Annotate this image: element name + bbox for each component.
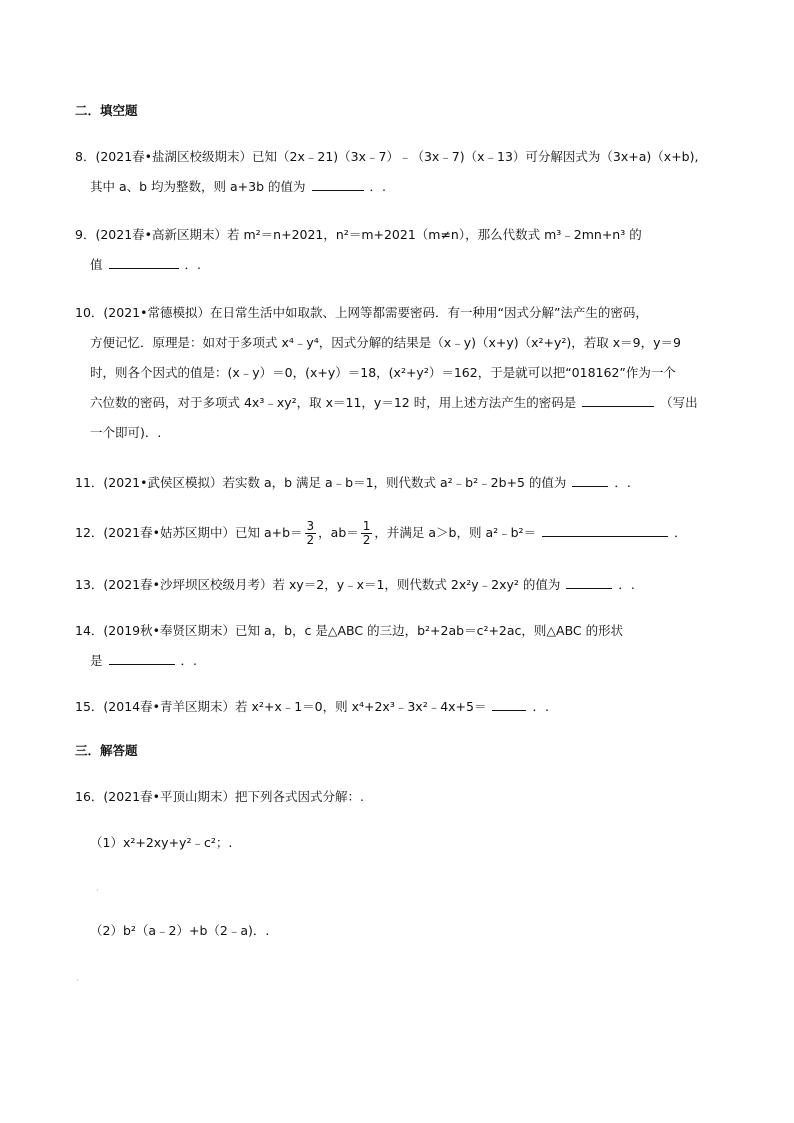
question-13-text: 13．(2021春•沙坪坝区校级月考）若 xy＝2，y﹣x＝1，则代数式 2x²y﹣2xy² 的值为 — [75, 577, 561, 592]
question-15-text: 15．(2014春•青羊区期末）若 x²+x﹣1＝0，则 x⁴+2x³﹣3x²﹣4x+5＝ — [75, 699, 487, 714]
section-title-answer: 三．解答题 — [75, 743, 138, 758]
fraction-three-halves: $\frac{3}{2}$ — [306, 519, 315, 547]
question-10-tail: （写出 — [660, 395, 698, 410]
question-10-line-2: 方便记忆．原理是：如对于多项式 x⁴﹣y⁴，因式分解的结果是（x﹣y)（x+y)（x²+y²)，若取 x＝9，y＝9 — [90, 335, 681, 350]
question-10-line-5: 一个即可)．. — [90, 425, 162, 440]
question-10-line-3: 时，则各个因式的值是：(x﹣y）＝0，(x+y）＝18，(x²+y²）＝162，于是就可以把“018162”作为一个 — [90, 365, 676, 380]
question-10-line-1: 10．(2021•常德模拟）在日常生活中如取款、上网等都需要密码．有一种用“因式分解”法产生的密码， — [75, 305, 648, 320]
question-14-text: 是 — [90, 653, 103, 668]
question-8-text: 其中 a、b 均为整数，则 a+3b 的值为 — [90, 179, 306, 194]
question-11-text: 11．(2021•武侯区模拟）若实数 a，b 满足 a﹣b＝1，则代数式 a²﹣b²﹣2b+5 的值为 — [75, 475, 567, 490]
stray-mark: · — [76, 976, 79, 985]
question-14-end: ．. — [180, 653, 197, 668]
answer-blank-12[interactable] — [542, 524, 668, 537]
question-11-line-1 — [75, 474, 631, 492]
question-9-end: ．. — [184, 257, 201, 272]
stray-mark: · — [96, 886, 99, 895]
question-13-line-1 — [75, 576, 635, 594]
question-16-line-1: 16．(2021春•平顶山期末）把下列各式因式分解：. — [75, 789, 364, 804]
question-12-mid: ，ab＝ — [318, 525, 359, 540]
answer-blank-14[interactable] — [109, 652, 175, 665]
answer-blank-10[interactable] — [582, 394, 654, 407]
question-13-end: ．. — [618, 577, 635, 592]
question-14-line-2 — [90, 652, 197, 670]
question-15-end: ．. — [532, 699, 549, 714]
question-9-line-1: 9．(2021春•高新区期末）若 m²＝n+2021，n²＝m+2021（m≠n），那么代数式 m³﹣2mn+n³ 的 — [75, 227, 642, 242]
answer-blank-13[interactable] — [566, 576, 612, 589]
question-12-post: ，并满足 a＞b，则 a²﹣b²＝ — [374, 525, 537, 540]
question-12-pre: 12．(2021春•姑苏区期中）已知 a+b＝ — [75, 525, 303, 540]
question-16-part-1: （1）x²+2xy+y²﹣c²；. — [90, 835, 233, 850]
question-14-line-1: 14．(2019秋•奉贤区期末）已知 a，b，c 是△ABC 的三边，b²+2ab＝c²+2ac，则△ABC 的形状 — [75, 623, 624, 638]
question-12-end: ． — [674, 525, 687, 540]
question-15-line-1 — [75, 698, 549, 716]
question-8-line-2 — [90, 178, 386, 196]
answer-blank-11[interactable] — [572, 474, 608, 487]
question-9-text: 值 — [90, 257, 103, 272]
answer-blank-8[interactable] — [312, 178, 364, 191]
question-9-line-2 — [90, 256, 201, 274]
question-10-line-4 — [90, 394, 698, 412]
question-8-line-1: 8．(2021春•盐湖区校级期末）已知（2x﹣21)（3x﹣7）﹣（3x﹣7)（x﹣13）可分解因式为（3x+a)（x+b), — [75, 149, 699, 164]
answer-blank-9[interactable] — [109, 256, 179, 269]
question-12-line-1 — [75, 518, 687, 548]
section-title-fill-in: 二．填空题 — [75, 103, 138, 118]
question-11-end: ．. — [614, 475, 631, 490]
fraction-one-half: $\frac{1}{2}$ — [362, 519, 371, 547]
question-16-part-2: （2）b²（a﹣2）+b（2﹣a)．. — [90, 923, 270, 938]
question-8-end: ．. — [369, 179, 386, 194]
answer-blank-15[interactable] — [492, 698, 526, 711]
question-10-text: 六位数的密码，对于多项式 4x³﹣xy²，取 x＝11，y＝12 时，用上述方法产生的密码是 — [90, 395, 577, 410]
